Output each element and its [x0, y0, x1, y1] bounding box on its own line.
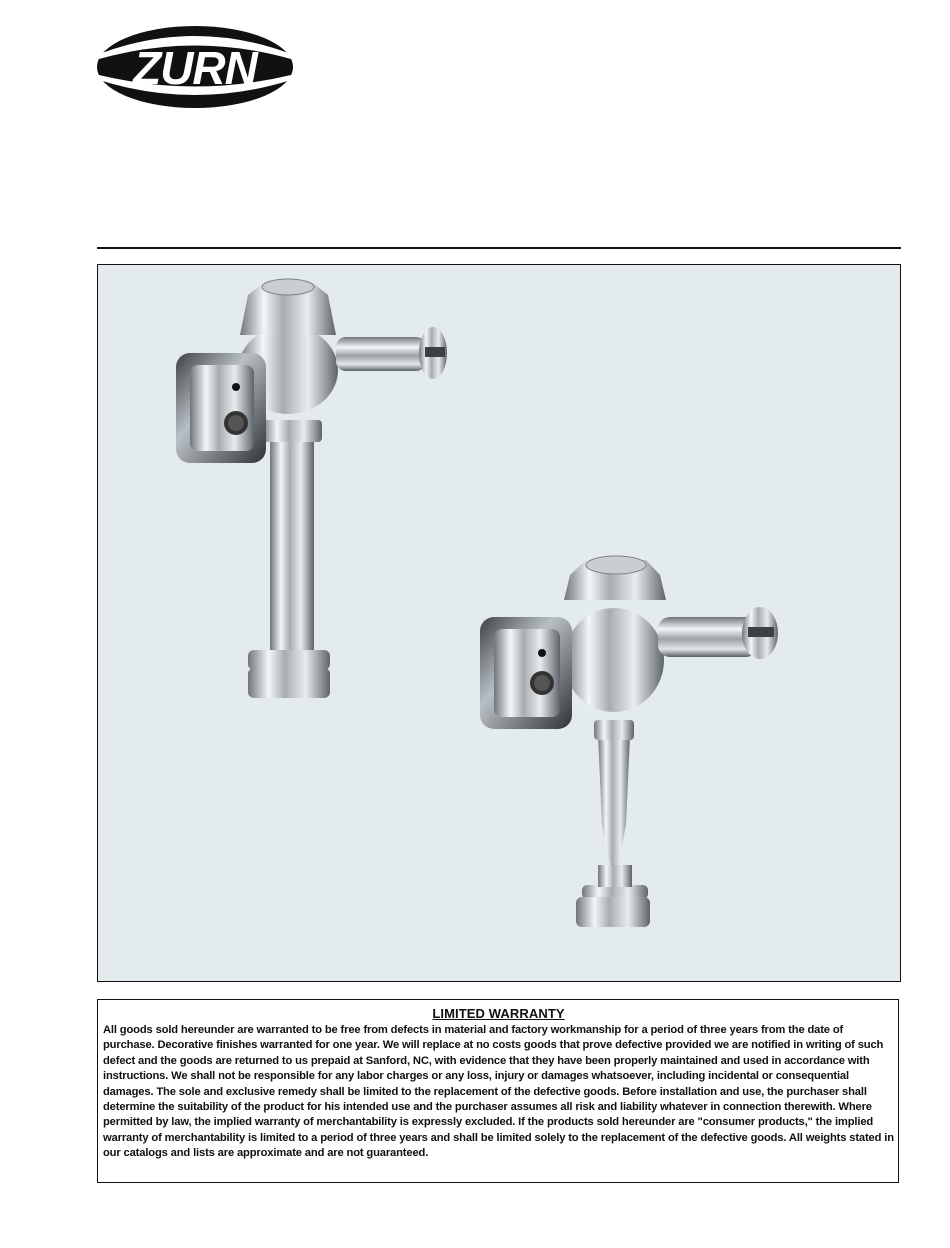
limited-warranty-box	[97, 999, 899, 1183]
right-product-image	[480, 556, 778, 927]
warranty-body: All goods sold hereunder are warranted to be free from defects in material and factory workmanship for a period of three years from the date of purchase. Decorative finishes warranted for one year. We will replace at no costs goods that prove defective provided we are notified in writing of such defect and the goods are returned to us prepaid at Sanford, NC, with evidence that they have been properly maintained and used in accordance with instructions. We shall not be responsible for any labor charges or any loss, injury or damages whatsoever, including incidental or consequential damages. The sole and exclusive remedy shall be limited to the replacement of the defective goods. Before installation and use, the purchaser shall determine the suitability of the product for his intended use and the purchaser assumes all risk and liability whatever in connection therewith. Where permitted by law, the implied warranty of merchantability is expressly excluded. If the products sold hereunder are "consumer products," the implied warranty of merchantability is limited to a period of three years and shall be limited solely to the replacement of the defective goods. All weights stated in our catalogs and lists are approximate and are not guaranteed.	[103, 1024, 894, 1160]
product-photo-panel	[97, 264, 901, 982]
header-rule	[97, 247, 901, 249]
logo-wordmark: ZURN	[133, 42, 257, 94]
warranty-title: LIMITED WARRANTY	[432, 1006, 565, 1021]
left-product-image	[176, 279, 447, 698]
zurn-logo	[95, 24, 295, 110]
